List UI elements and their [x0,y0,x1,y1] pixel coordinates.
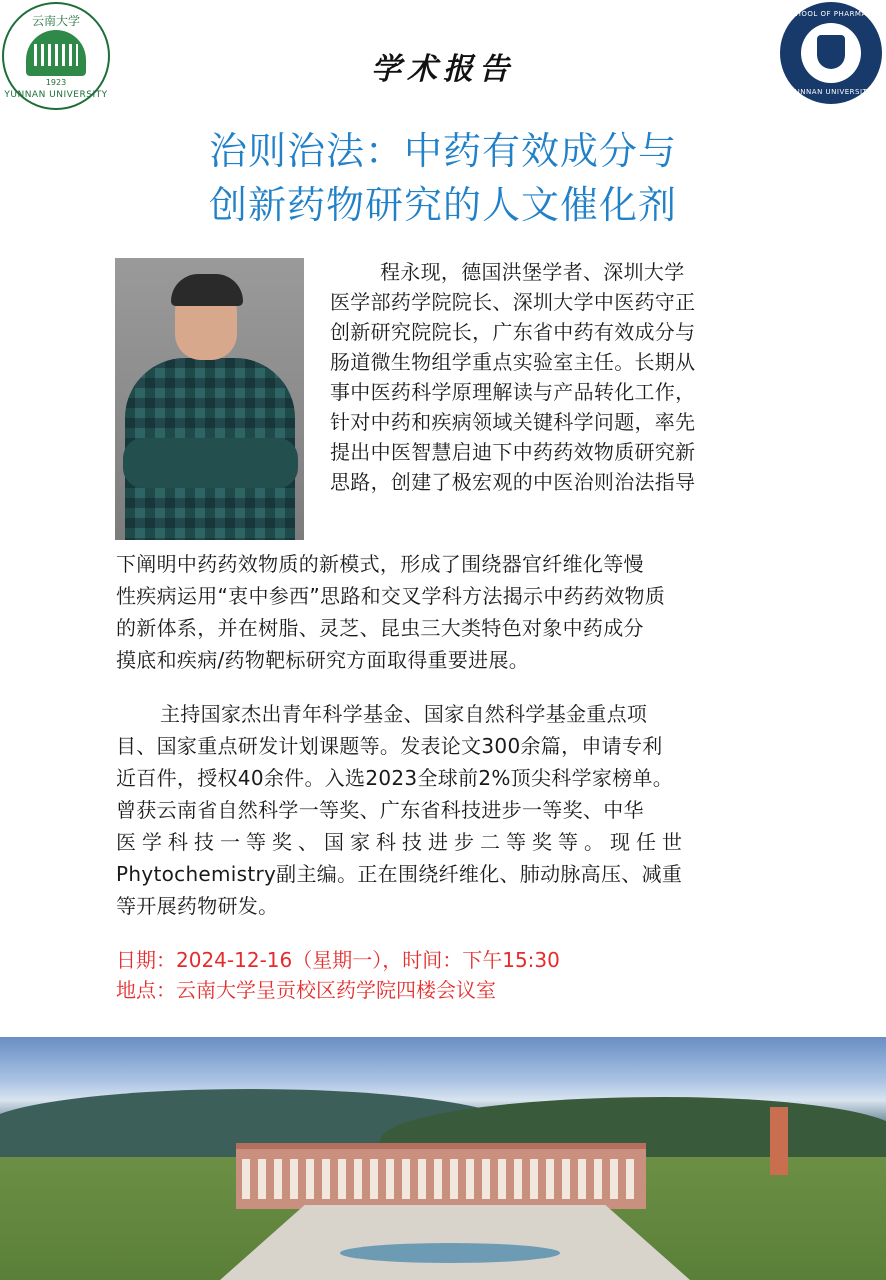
pharmacy-logo-top-text: SCHOOL OF PHARMACY [785,10,877,18]
bio2-line: 曾获云南省自然科学一等奖、广东省科技进步一等奖、中华 [116,798,644,822]
bio2-line: 医学科技一等奖、国家科技进步二等奖等。现任世 [116,830,688,854]
bio2-line: 目、国家重点研发计划课题等。发表论文300余篇，申请专利 [116,734,663,758]
page-header-title: 学术报告 [371,52,515,87]
bio-line: 医学部药学院院长、深圳大学中医药守正 [330,290,696,314]
lecture-title [0,124,886,232]
bio-line: 思路，创建了极宏观的中医治则治法指导 [330,470,696,494]
bio2-line: Phytochemistry副主编。正在围绕纤维化、肺动脉高压、减重 [116,862,683,886]
bio2-line: 近百件，授权40余件。入选2023全球前2%顶尖科学家榜单。 [116,766,674,790]
pharmacy-logo-bottom-text: YUNNAN UNIVERSITY [789,88,873,96]
bio-line: 摸底和疾病/药物靶标研究方面取得重要进展。 [116,648,530,672]
bio-line: 提出中医智慧启迪下中药药效物质研究新 [330,440,696,464]
logo-bottom-text: YUNNAN UNIVERSITY [4,90,108,100]
event-date-time: 日期：2024-12-16（星期一），时间：下午15:30 [116,948,560,972]
bio-line: 程永现，德国洪堡学者、深圳大学 [380,260,685,284]
speaker-portrait [115,258,304,540]
bio-line: 事中医药科学原理解读与产品转化工作， [330,380,696,404]
campus-photo [0,1037,886,1280]
lecture-title-line2: 创新药物研究的人文催化剂 [208,183,677,227]
bio-line: 的新体系，并在树脂、灵芝、昆虫三大类特色对象中药成分 [116,616,644,640]
bio2-line: 等开展药物研发。 [116,894,279,918]
logo-top-text: 云南大学 [31,14,80,28]
bio-line: 创新研究院院长，广东省中药有效成分与 [330,320,696,344]
event-location: 地点：云南大学呈贡校区药学院四楼会议室 [116,978,496,1002]
bio-line: 肠道微生物组学重点实验室主任。长期从 [330,350,696,374]
bio2-line: 主持国家杰出青年科学基金、国家自然科学基金重点项 [160,702,648,726]
bio-line: 性疾病运用“衷中参西”思路和交叉学科方法揭示中药药效物质 [116,584,666,608]
bio-line: 下阐明中药药效物质的新模式，形成了围绕器官纤维化等慢 [116,552,644,576]
lecture-title-line1: 治则治法：中药有效成分与 [208,129,677,173]
logo-year: 1923 [45,78,67,87]
bio-line: 针对中药和疾病领域关键科学问题，率先 [330,410,696,434]
